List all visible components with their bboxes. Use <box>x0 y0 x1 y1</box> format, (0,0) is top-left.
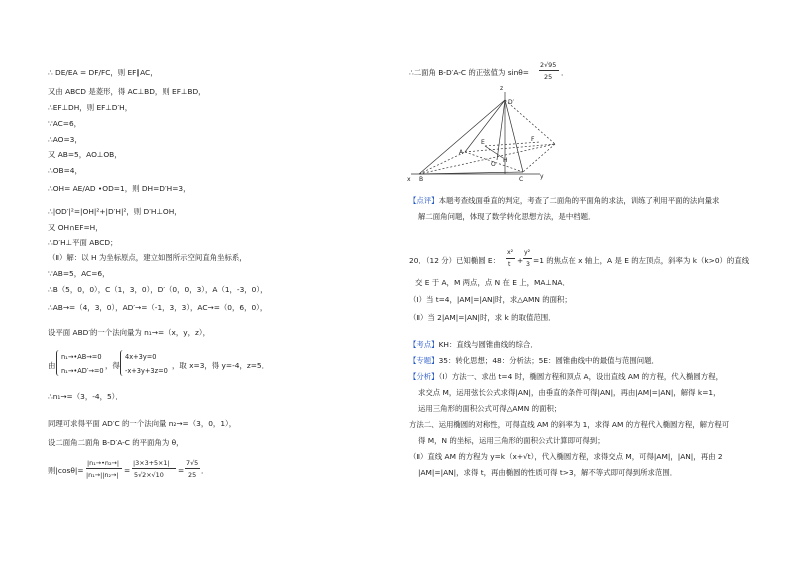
equation: n₁→•AD′→=0 <box>61 367 104 375</box>
brace <box>56 350 60 376</box>
zhuanti-line <box>409 356 659 366</box>
text-line: 方法二、运用椭圆的对称性，可得直线 AM 的斜率为 1，求得 AM 的方程代入椭圆方程，解方程可 <box>409 420 730 429</box>
text-line: ． <box>561 68 569 77</box>
label-h: H <box>503 157 508 164</box>
fenxi-text: （Ⅰ）方法一、求出 t=4 时，椭圆方程和顶点 A，设出直线 AM 的方程，代入椭圆方程， <box>438 372 723 381</box>
text-line: ∴OB=4， <box>48 166 82 175</box>
comment-line <box>409 196 719 206</box>
kaodian-line <box>409 340 538 350</box>
geometry-figure <box>405 82 565 184</box>
text-line: ∴B（5，0，0），C（1，3，0），D′（0，0，3），A（1，-3，0）， <box>48 285 268 294</box>
text-line: ∴D′H⊥平面 ABCD； <box>48 238 118 247</box>
text-line: ∵AC=6， <box>48 119 82 128</box>
text-line: （Ⅱ）直线 AM 的方程为 y=k（x+√t），代入椭圆方程，求得交点 M，可得|AM|，|AN|，再由 2 <box>409 452 723 461</box>
fraction-denominator: |n₁→||n₂→| <box>86 471 119 479</box>
text-line: ，取 x=3，得 y=-4，z=5． <box>172 361 270 370</box>
label-z: z <box>500 85 504 92</box>
fraction-bar <box>523 258 532 259</box>
fraction-denominator: 3 <box>526 261 530 268</box>
label-f: F <box>531 136 535 143</box>
text-line: 则|cosθ|= <box>48 466 84 475</box>
problem-number: 20．（12 分）已知椭圆 E： <box>409 256 500 265</box>
fraction-denominator: 25 <box>544 73 553 81</box>
text-line: |AM|=|AN|，求得 t，再由椭圆的性质可得 t>3，解不等式即可得到所求范围． <box>418 468 678 477</box>
fraction-numerator: 7√5 <box>186 459 199 467</box>
text-line: = <box>124 466 131 475</box>
label-o: O <box>491 161 496 168</box>
kaodian-tag: 【考点】 <box>409 340 439 349</box>
text-line: = <box>178 466 185 475</box>
brace <box>120 350 124 376</box>
zhuanti-tag: 【专题】 <box>409 356 439 365</box>
comment-tag: 【点评】 <box>409 196 439 205</box>
text-line: ∴AO=3， <box>48 135 82 144</box>
text-line: 解二面角问题，体现了数学转化思想方法，是中档题． <box>418 212 596 221</box>
fraction-bar <box>86 468 122 469</box>
kaodian-text: KH：直线与圆锥曲线的综合． <box>438 340 538 349</box>
fraction-bar <box>539 70 559 71</box>
text-line: + <box>517 256 524 265</box>
text-line: 同理可求得平面 AD′C 的一个法向量 n₂→=（3，0，1）， <box>48 419 237 428</box>
text-line: ∵AB=5，AC=6， <box>48 269 110 278</box>
label-dprime: D′ <box>508 99 514 106</box>
text-line: （Ⅰ）当 t=4，|AM|=|AN|时，求△AMN 的面积； <box>409 295 572 304</box>
text-line: 设二面角二面角 B-D′A-C 的平面角为 θ， <box>48 438 184 447</box>
text-line: ∴二面角 B-D′A-C 的正弦值为 sinθ= <box>409 68 530 77</box>
text-line: ∴OH= AE/AD •OD=1，则 DH=D′H=3， <box>48 184 191 193</box>
label-x: x <box>407 176 411 183</box>
text-line: ∴EF⊥DH，则 EF⊥D′H， <box>48 103 133 112</box>
text-line: 又 OH∩EF=H， <box>48 223 103 232</box>
zhuanti-text: 35：转化思想；48：分析法；5E：圆锥曲线中的最值与范围问题． <box>438 356 659 365</box>
comment-text: 本题考查线面垂直的判定，考查了二面角的平面角的求法，训练了利用平面的法向量求 <box>438 196 720 205</box>
text-line: （Ⅱ）解：以 H 为坐标原点，建立如图所示空间直角坐标系， <box>48 253 247 262</box>
text-line: 求交点 M，运用弦长公式求得|AN|，由垂直的条件可得|AN|，再由|AM|=|AN|，解得 k=1， <box>418 388 721 397</box>
text-line: 由 <box>48 361 56 370</box>
label-y: y <box>540 173 544 180</box>
text-line: 得 M，N 的坐标，运用三角形的面积公式计算即可得到； <box>418 436 605 445</box>
fraction-bar <box>506 258 515 259</box>
text-line: 设平面 ABD′的一个法向量为 n₁→=（x，y，z）， <box>48 328 211 337</box>
text-line: 又 AB=5，AO⊥OB， <box>48 150 122 159</box>
text-line: =1 的焦点在 x 轴上，A 是 E 的左顶点，斜率为 k（k>0）的直线 <box>533 256 750 265</box>
label-a: A <box>459 149 464 156</box>
text-line: 运用三角形的面积公式可得△AMN 的面积； <box>418 404 562 413</box>
fraction-denominator: 25 <box>188 471 197 479</box>
text-line: ，得 <box>105 361 120 370</box>
fraction-bar <box>132 468 176 469</box>
fraction-bar <box>185 468 200 469</box>
fenxi-tag: 【分析】 <box>409 372 439 381</box>
fraction-numerator: |n₁→•n₂→| <box>87 459 120 467</box>
fraction-numerator: x² <box>507 249 514 256</box>
label-c: C <box>519 176 524 183</box>
text-line: （Ⅱ）当 2|AM|=|AN|时，求 k 的取值范围． <box>409 313 556 322</box>
equation: n₁→•AB→=0 <box>61 353 102 361</box>
text-line: ∴AB→=（4，3，0），AD′→=（-1，3，3），AC→=（0，6，0）， <box>48 303 268 312</box>
fraction-denominator: 5√2×√10 <box>134 471 164 479</box>
equation: 4x+3y=0 <box>125 353 157 361</box>
fraction-numerator: 2√95 <box>540 61 557 69</box>
equation: -x+3y+3z=0 <box>125 367 168 375</box>
fraction-denominator: t <box>508 261 511 268</box>
text-line: 又由 ABCD 是菱形，得 AC⊥BD，则 EF⊥BD， <box>48 87 206 96</box>
text-line: ∴ DE/EA = DF/FC，则 EF∥AC， <box>48 68 158 77</box>
text-line: ∴n₁→=（3，-4，5）． <box>48 392 123 401</box>
label-b: B <box>419 176 424 183</box>
text-line: ． <box>201 466 209 475</box>
fraction-numerator: y² <box>524 249 531 256</box>
fraction-numerator: |3×3+5×1| <box>133 459 170 467</box>
text-line: ∴|OD′|²=|OH|²+|D′H|²，则 D′H⊥OH， <box>48 207 182 216</box>
label-e: E <box>481 139 485 146</box>
fenxi-line <box>409 372 723 382</box>
text-line: 交 E 于 A，M 两点，点 N 在 E 上，MA⊥NA． <box>415 278 570 287</box>
